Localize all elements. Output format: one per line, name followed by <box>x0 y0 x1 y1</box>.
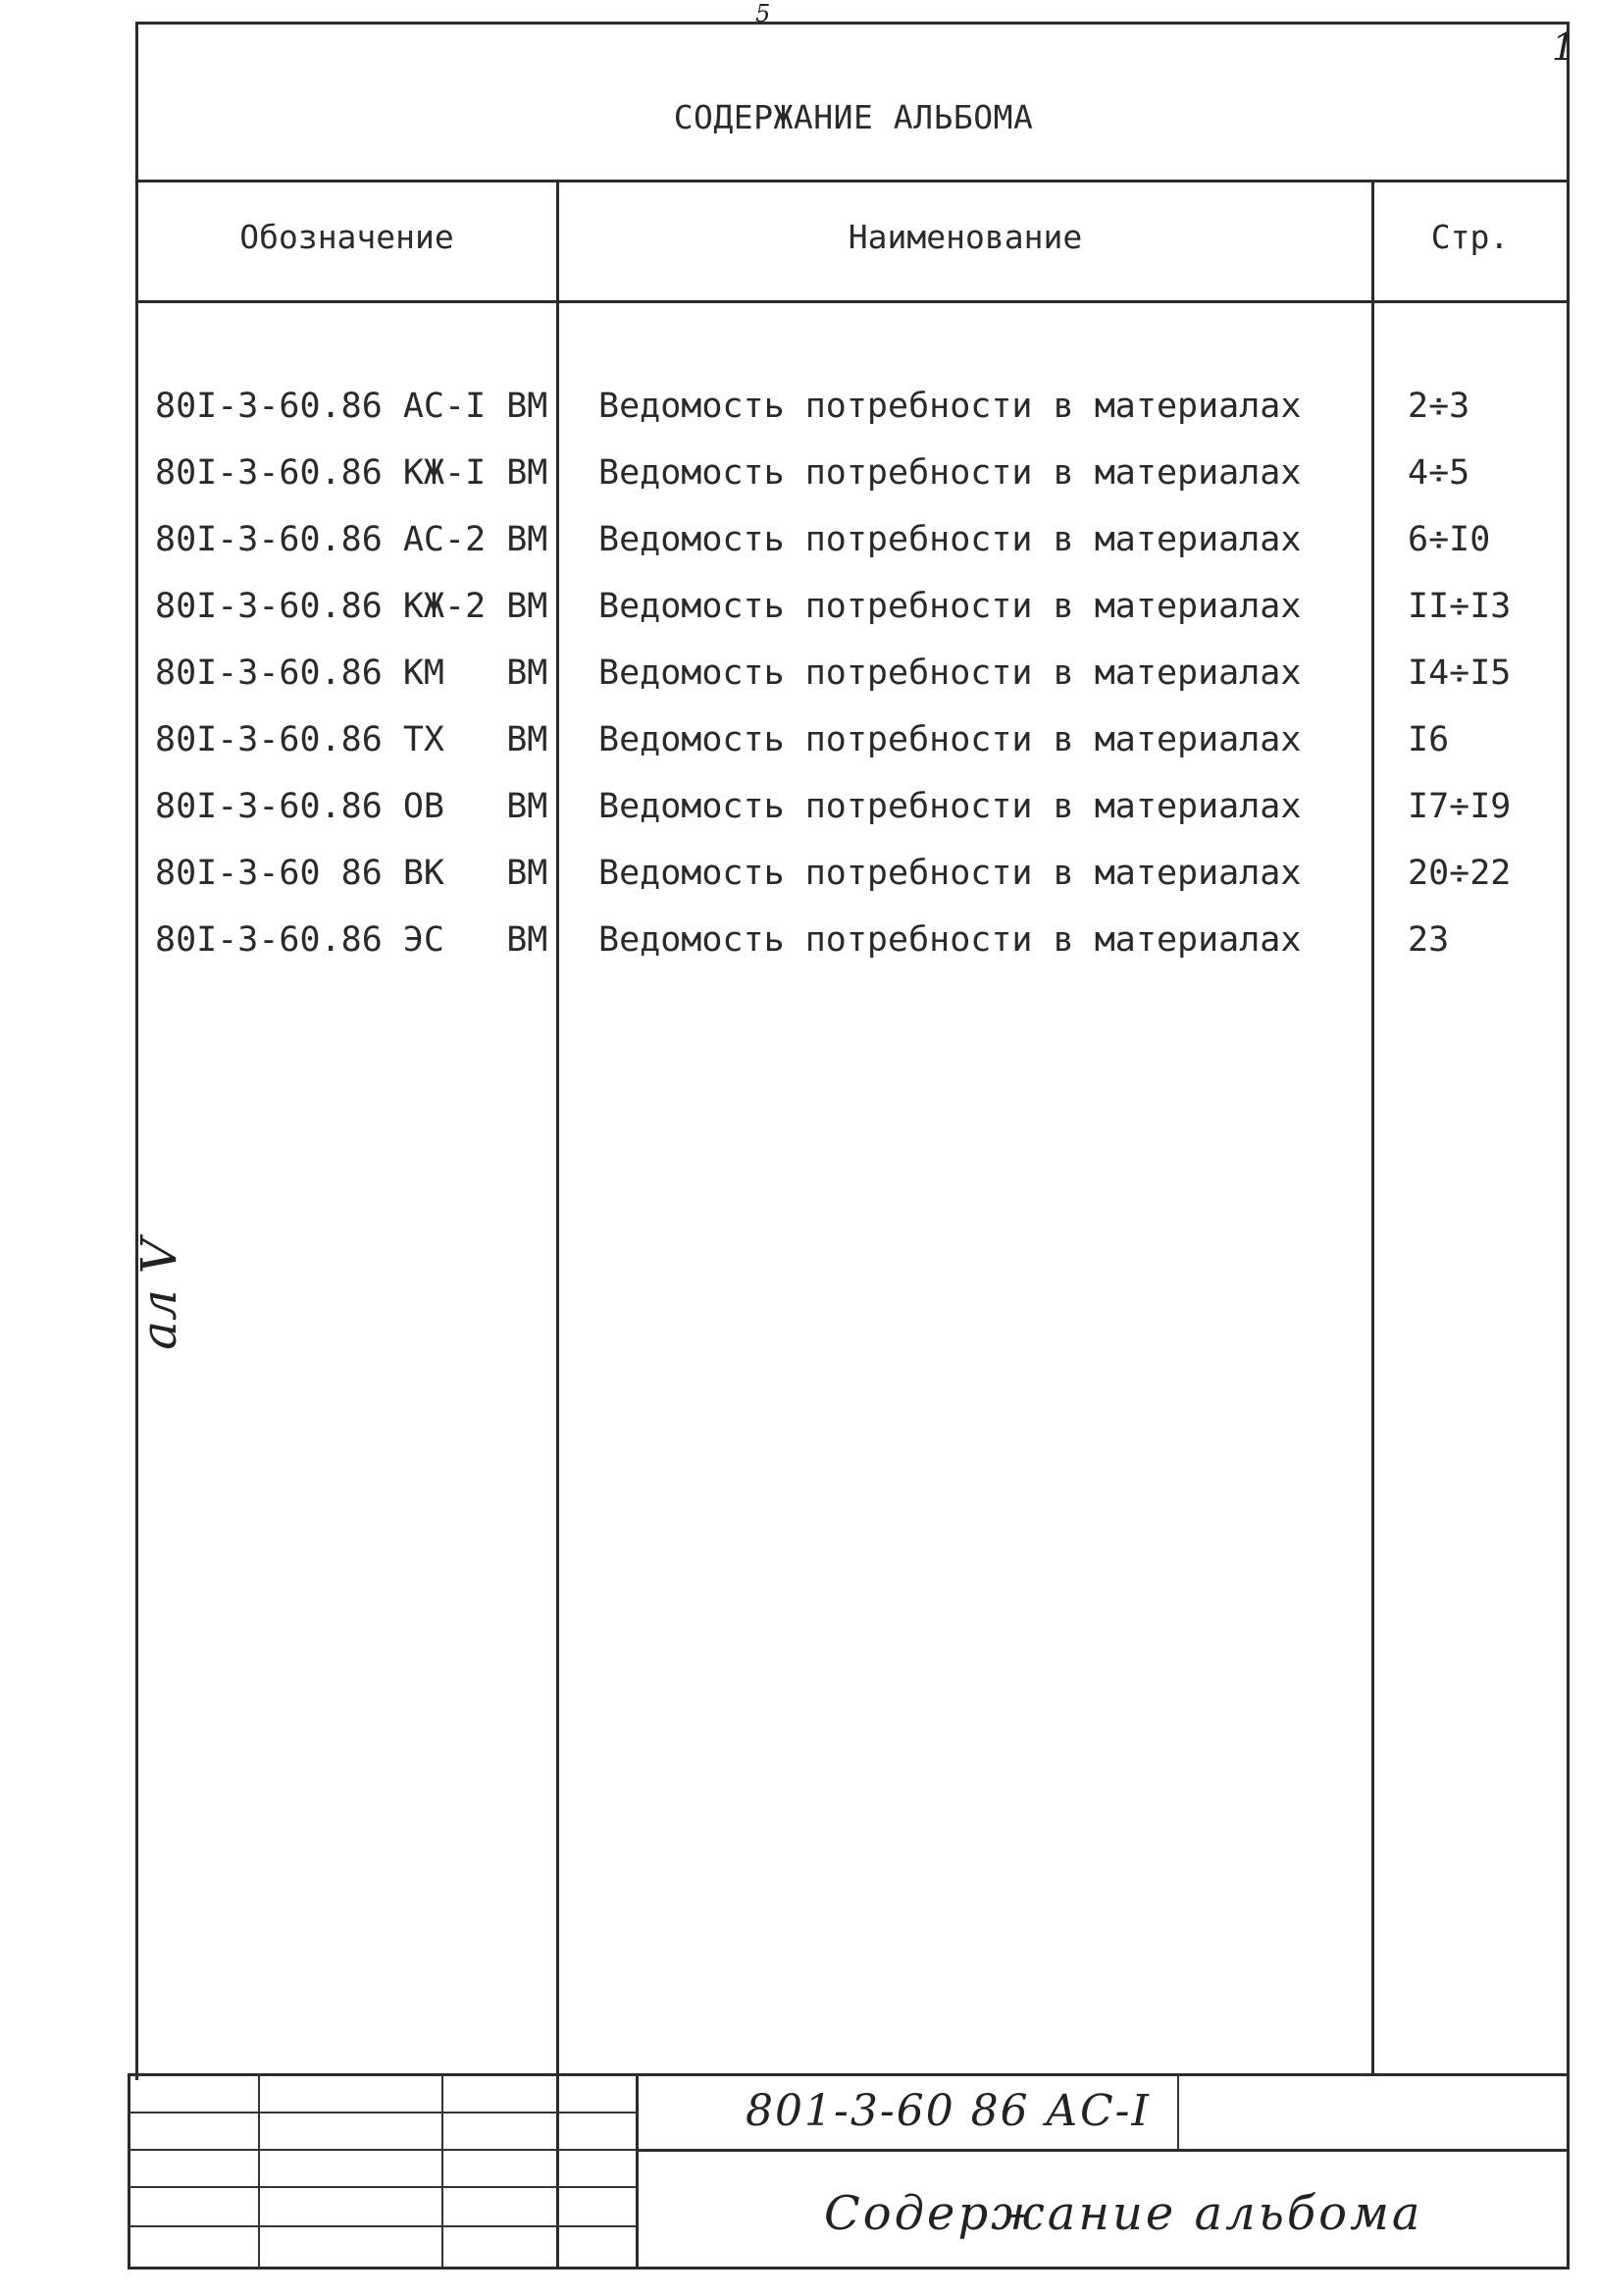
grid-line <box>128 2186 638 2188</box>
grid-line <box>128 2112 638 2113</box>
row-code: 80I-3-60 86 ВК ВМ <box>155 854 548 893</box>
column-divider-1 <box>556 180 559 2268</box>
grid-line <box>441 2073 443 2268</box>
row-page: II÷I3 <box>1408 587 1512 626</box>
row-code: 80I-3-60.86 КМ ВМ <box>155 653 548 693</box>
row-name: Ведомость потребности в материалах <box>598 653 1302 693</box>
top-mark: 5 <box>755 0 771 27</box>
grid-line <box>128 2149 638 2151</box>
row-page: I6 <box>1408 720 1450 759</box>
row-page: 23 <box>1408 920 1450 960</box>
stamp-code-box-right <box>1177 2073 1179 2149</box>
row-name: Ведомость потребности в материалах <box>598 387 1302 426</box>
stamp-title: Содержание альбома <box>824 2186 1423 2241</box>
row-code: 80I-3-60.86 АС-I ВМ <box>155 387 548 426</box>
row-page: I4÷I5 <box>1408 653 1512 693</box>
row-name: Ведомость потребности в материалах <box>598 920 1302 960</box>
row-name: Ведомость потребности в материалах <box>598 720 1302 759</box>
row-name: Ведомость потребности в материалах <box>598 854 1302 893</box>
row-name: Ведомость потребности в материалах <box>598 787 1302 826</box>
column-divider-2 <box>1371 180 1374 2073</box>
frame-right <box>1567 22 1570 2269</box>
column-header-divider <box>135 300 1570 303</box>
row-page: 2÷3 <box>1408 387 1470 426</box>
grid-line <box>258 2073 260 2268</box>
title-block-top <box>128 2073 1570 2076</box>
column-header-designation: Обозначение <box>239 218 454 256</box>
row-code: 80I-3-60.86 ЭС ВМ <box>155 920 548 960</box>
row-page: 20÷22 <box>1408 854 1512 893</box>
stamp-code-divider <box>636 2149 1570 2152</box>
column-header-page: Стр. <box>1430 218 1510 256</box>
row-page: I7÷I9 <box>1408 787 1512 826</box>
frame-top <box>135 22 1570 25</box>
row-name: Ведомость потребности в материалах <box>598 520 1302 559</box>
row-name: Ведомость потребности в материалах <box>598 453 1302 493</box>
row-code: 80I-3-60.86 КЖ-I ВМ <box>155 453 548 493</box>
column-header-name: Наименование <box>848 218 1083 256</box>
grid-line <box>128 2225 638 2227</box>
row-code: 80I-3-60.86 ТХ ВМ <box>155 720 548 759</box>
row-code: 80I-3-60.86 ОВ ВМ <box>155 787 548 826</box>
sheet-number: 1 <box>1551 26 1575 69</box>
row-page: 4÷5 <box>1408 453 1470 493</box>
row-code: 80I-3-60.86 АС-2 ВМ <box>155 520 548 559</box>
side-note: ал V <box>130 1238 187 1350</box>
frame-bottom <box>128 2267 1570 2270</box>
frame-left <box>135 22 138 2080</box>
row-name: Ведомость потребности в материалах <box>598 587 1302 626</box>
stamp-code: 801-3-60 86 АС-І <box>746 2086 1151 2136</box>
row-page: 6÷I0 <box>1408 520 1491 559</box>
row-code: 80I-3-60.86 КЖ-2 ВМ <box>155 587 548 626</box>
title-block-left <box>128 2073 130 2268</box>
stamp-divider <box>636 2073 639 2268</box>
title-divider <box>135 180 1570 183</box>
page-title: СОДЕРЖАНИЕ АЛЬБОМА <box>673 98 1034 136</box>
